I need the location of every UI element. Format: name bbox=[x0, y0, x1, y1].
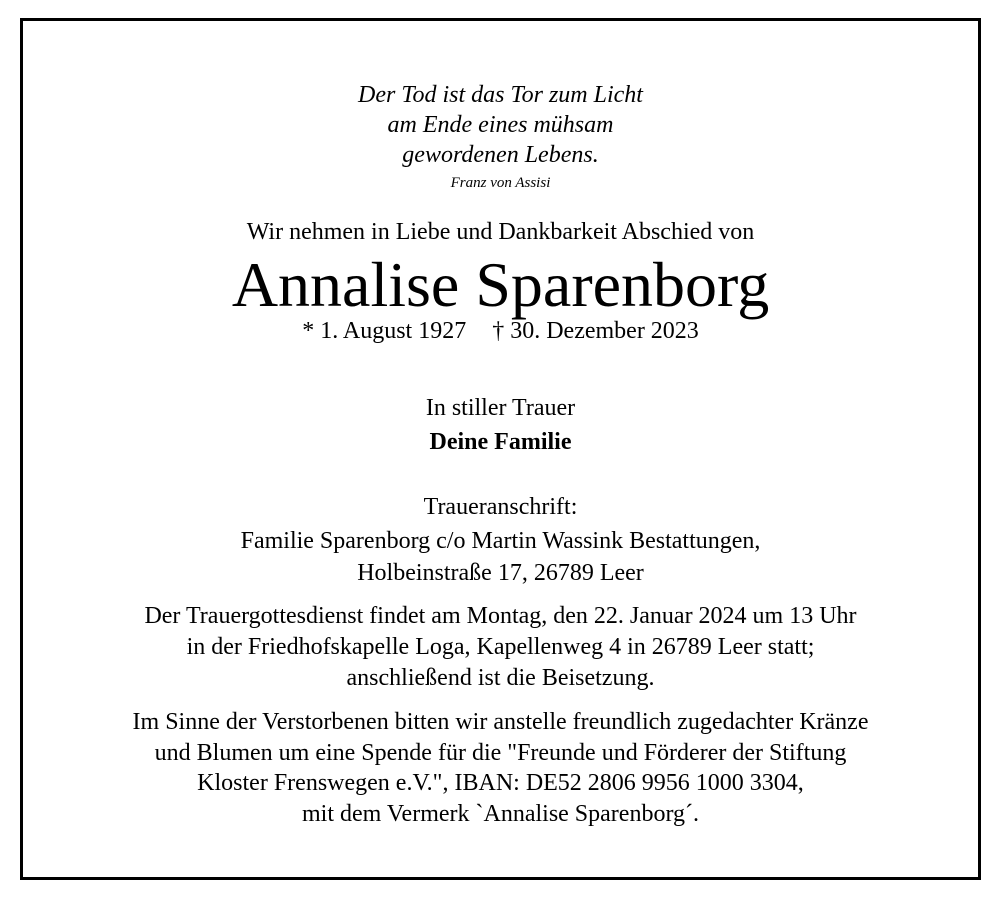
address-line-1: Familie Sparenborg c/o Martin Wassink Bestattungen, bbox=[240, 528, 761, 554]
quote-line-1: Der Tod ist das Tor zum Licht bbox=[358, 82, 643, 108]
mourning-line: In stiller Trauer bbox=[425, 395, 576, 421]
service-line-2: in der Friedhofskapelle Loga, Kapellenweg 4 in 26789 Leer statt; bbox=[186, 634, 815, 660]
address-line-2: Holbeinstraße 17, 26789 Leer bbox=[357, 560, 644, 586]
donation-line-3: Kloster Frenswegen e.V.", IBAN: DE52 2806 9956 1000 3304, bbox=[197, 770, 804, 796]
family-signature: Deine Familie bbox=[429, 429, 572, 455]
death-date: † 30. Dezember 2023 bbox=[492, 318, 699, 344]
donation-line-2: und Blumen um eine Spende für die "Freunde und Förderer der Stiftung bbox=[154, 740, 847, 766]
birth-date: * 1. August 1927 bbox=[302, 318, 467, 344]
donation-line-1: Im Sinne der Verstorbenen bitten wir anstelle freundlich zugedachter Kränze bbox=[132, 709, 869, 735]
quote-line-3: gewordenen Lebens. bbox=[402, 142, 599, 168]
quote-author: Franz von Assisi bbox=[450, 175, 551, 191]
life-dates bbox=[23, 319, 978, 343]
deceased-name: Annalise Sparenborg bbox=[231, 249, 770, 320]
farewell-intro: Wir nehmen in Liebe und Dankbarkeit Abschied von bbox=[246, 219, 755, 245]
donation-line-4: mit dem Vermerk `Annalise Sparenborg´. bbox=[301, 801, 700, 827]
quote-line-2: am Ende eines mühsam bbox=[387, 112, 614, 138]
service-line-3: anschließend ist die Beisetzung. bbox=[346, 665, 655, 691]
obituary-frame bbox=[20, 18, 981, 880]
address-label: Traueranschrift: bbox=[423, 494, 578, 520]
service-line-1: Der Trauergottesdienst findet am Montag, den 22. Januar 2024 um 13 Uhr bbox=[144, 603, 857, 629]
